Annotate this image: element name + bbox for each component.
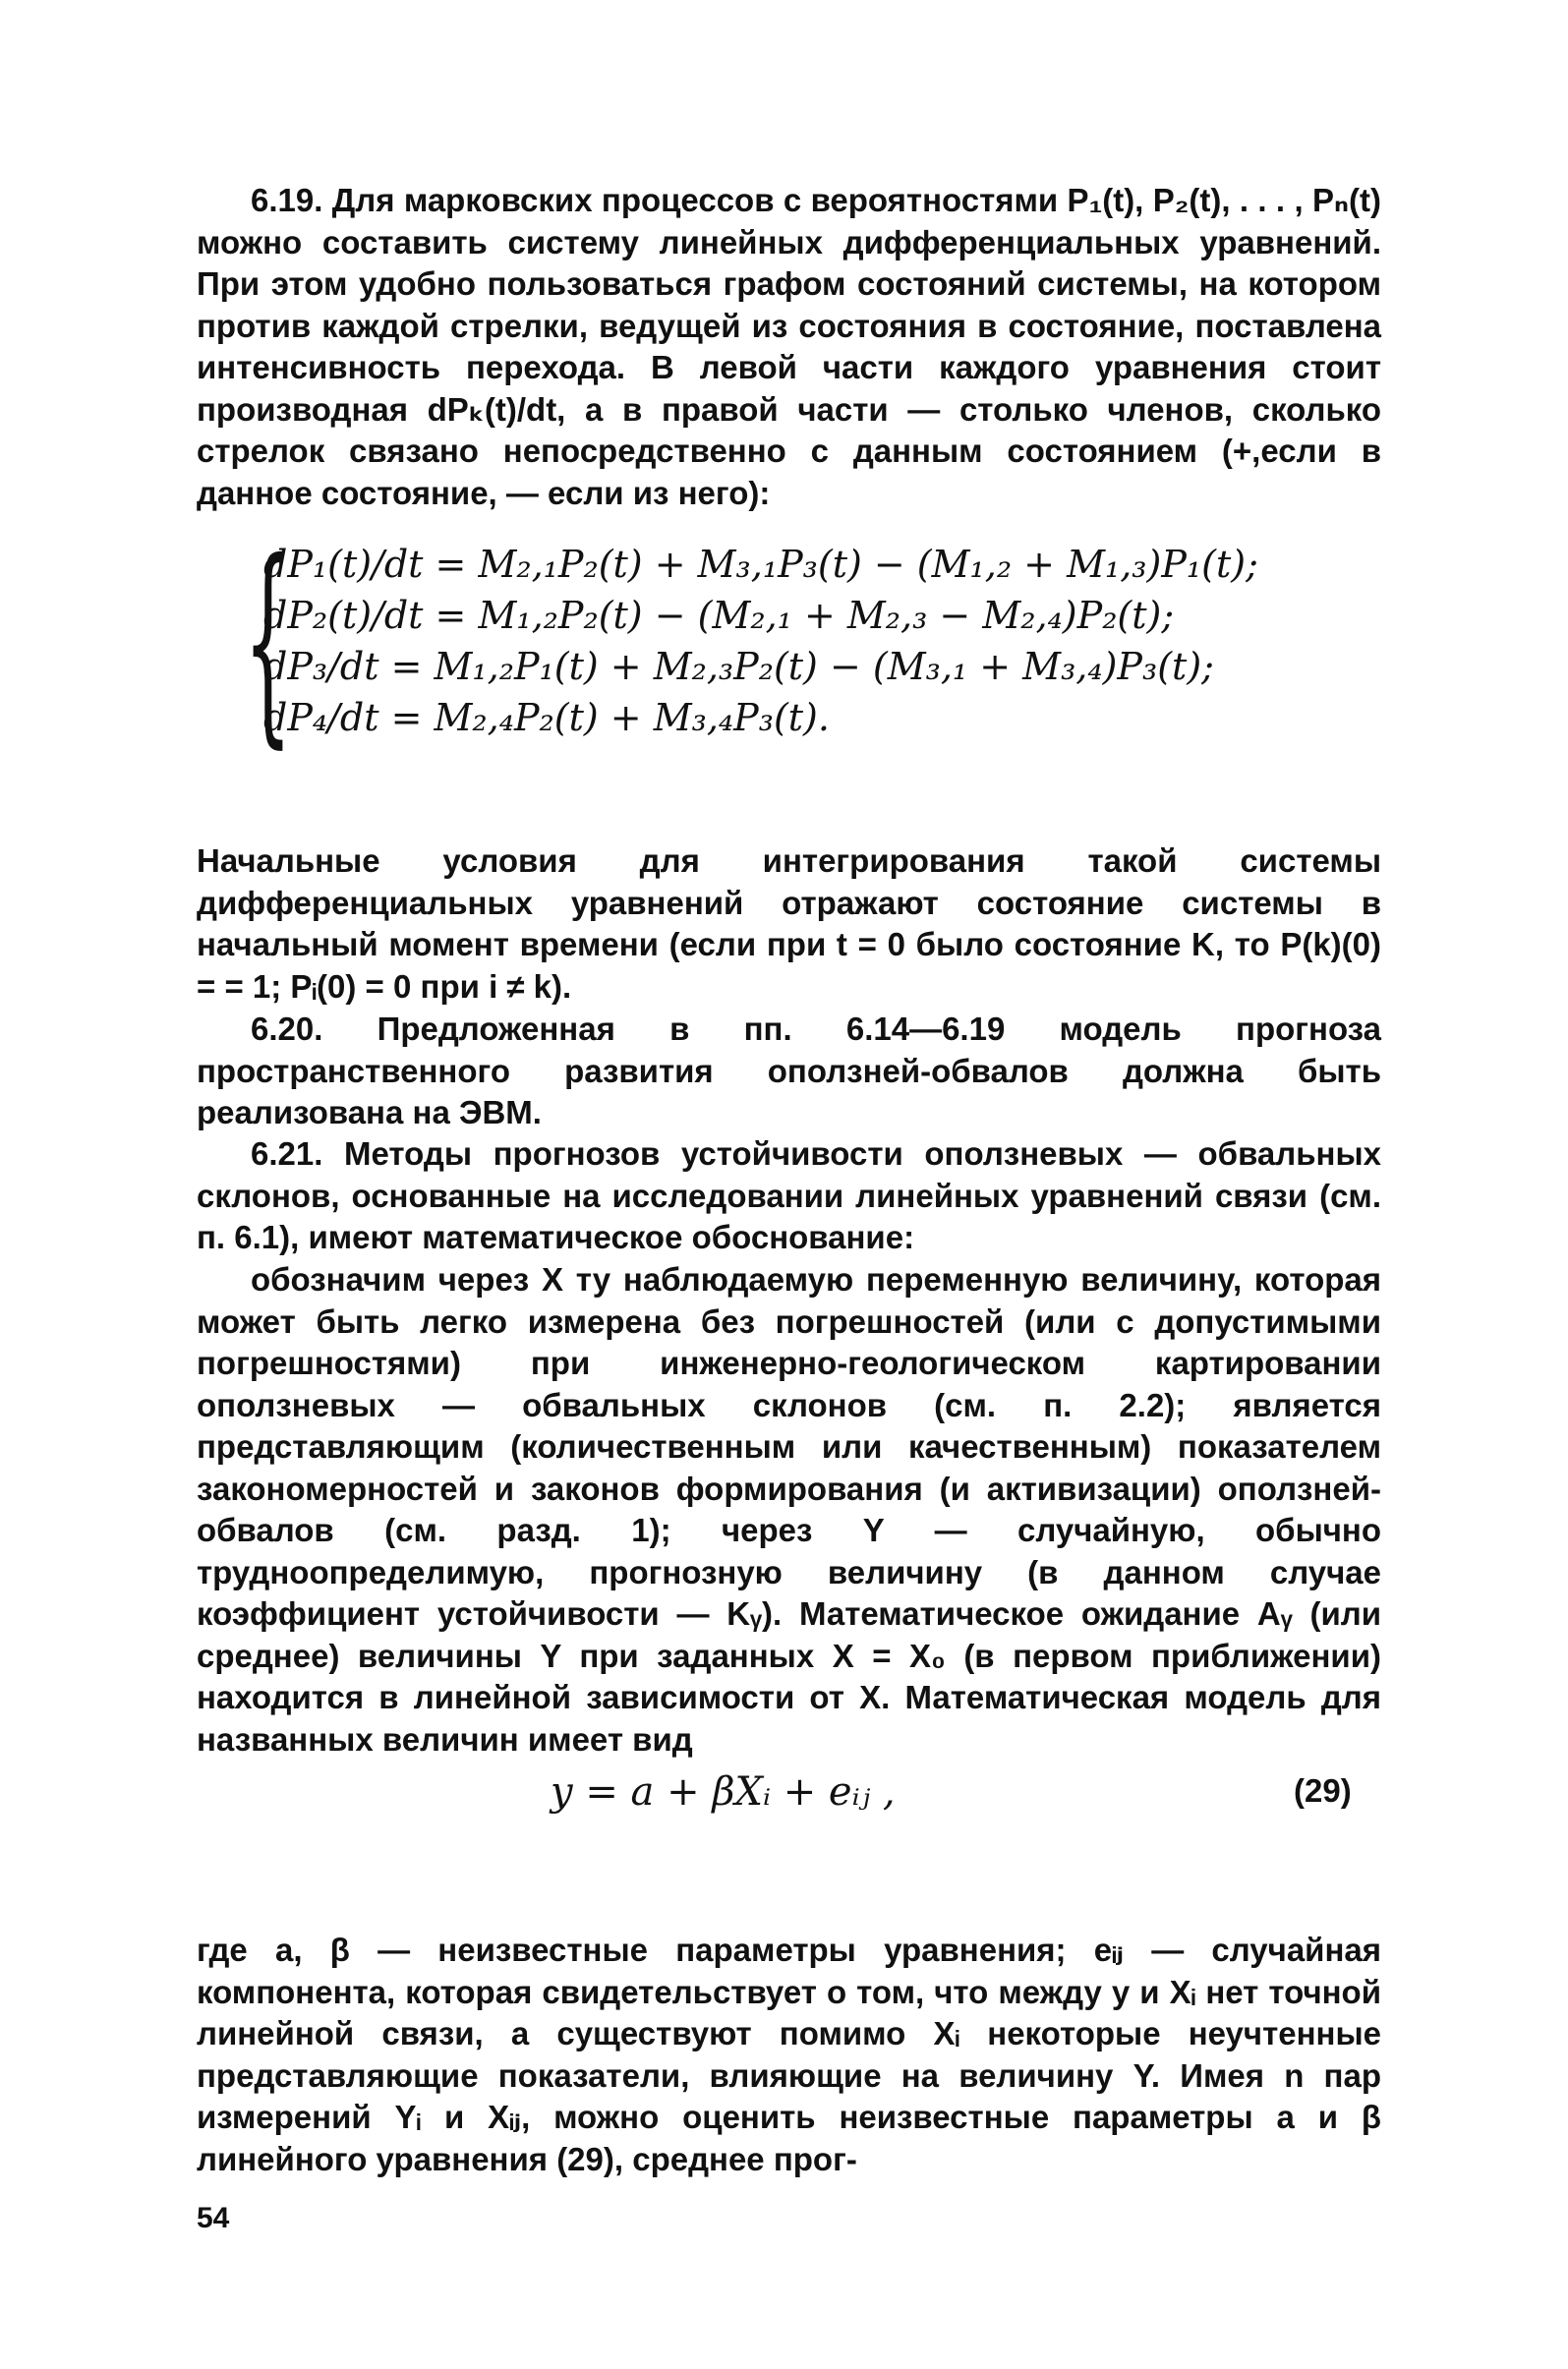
paragraph-notation: обозначим через X ту наблюдаемую переменную величину, которая может быть легко измерена без погрешностей (или с допустимыми погрешностями) при инженерно-геологическом картировании оползневых — обвальных склонов (см. п. 2.2); является представляющим (количественным или качественным) показателем закономерностей и законов формирования (и активизации) оползней-обвалов (см. разд. 1); через Y — случайную, обычно трудноопределимую, прогнозную величину (в данном случае коэффициент устойчивости — Kᵧ). Математическое ожидание Aᵧ (или среднее) величины Y при заданных X = X₀ (в первом приближении) находится в линейной зависимости от X. Математическая модель для названных величин имеет вид xyxy=(197,1261,1381,1758)
equation-3: dP₃/dt = M₁,₂P₁(t) + M₂,₃P₂(t) − (M₃,₁ + M₃,₄)P₃(t); xyxy=(263,645,1214,688)
equation-1: dP₁(t)/dt = M₂,₁P₂(t) + M₃,₁P₃(t) − (M₁,₂ + M₁,₃)P₁(t); xyxy=(263,543,1258,586)
equation-system xyxy=(263,539,1384,743)
page-number: 54 xyxy=(197,2202,230,2234)
paragraph-6-20: 6.20. Предложенная в пп. 6.14—6.19 модель прогноза пространственного развития оползней-обвалов должна быть реализована на ЭВМ. xyxy=(197,1011,1381,1130)
system-brace: { xyxy=(244,515,292,767)
paragraph-where: где a, β — неизвестные параметры уравнения; eᵢⱼ — случайная компонента, которая свидетельствует о том, что между y и Xᵢ нет точной линейной связи, а существуют помимо Xᵢ некоторые неучтенные представляющие показатели, влияющие на величину Y. Имея n пар измерений Yᵢ и Xᵢⱼ, можно оценить неизвестные параметры a и β линейного уравнения (29), среднее прог- xyxy=(197,1932,1381,2177)
formula-29: y = a + βXᵢ + eᵢⱼ , xyxy=(551,1769,896,1815)
paragraph-6-19: 6.19. Для марковских процессов с вероятностями P₁(t), P₂(t), . . . , Pₙ(t) можно составить систему линейных дифференциальных уравнений. При этом удобно пользоваться графом состояний системы, на котором против каждой стрелки, ведущей из состояния в состояние, поставлена интенсивность перехода. В левой части каждого уравнения стоит производная dPₖ(t)/dt, а в правой части — столько членов, сколько стрелок связано непосредственно с данным состоянием (+,если в данное состояние, — если из него): xyxy=(197,182,1381,511)
equation-4: dP₄/dt = M₂,₄P₂(t) + M₃,₄P₃(t). xyxy=(263,696,830,739)
paragraph-6-21: 6.21. Методы прогнозов устойчивости оползневых — обвальных склонов, основанные на исследовании линейных уравнений связи (см. п. 6.1), имеют математическое обоснование: xyxy=(197,1135,1381,1255)
formula-29-number: (29) xyxy=(1294,1772,1352,1809)
paragraph-initial-conditions: Начальные условия для интегрирования такой системы дифференциальных уравнений отражают состояние системы в начальный момент времени (если при t = 0 было состояние K, то P(k)(0) = = 1; Pᵢ(0) = 0 при i ≠ k). xyxy=(197,842,1381,1005)
equation-2: dP₂(t)/dt = M₁,₂P₂(t) − (M₂,₁ + M₂,₃ − M₂,₄)P₂(t); xyxy=(263,594,1175,637)
